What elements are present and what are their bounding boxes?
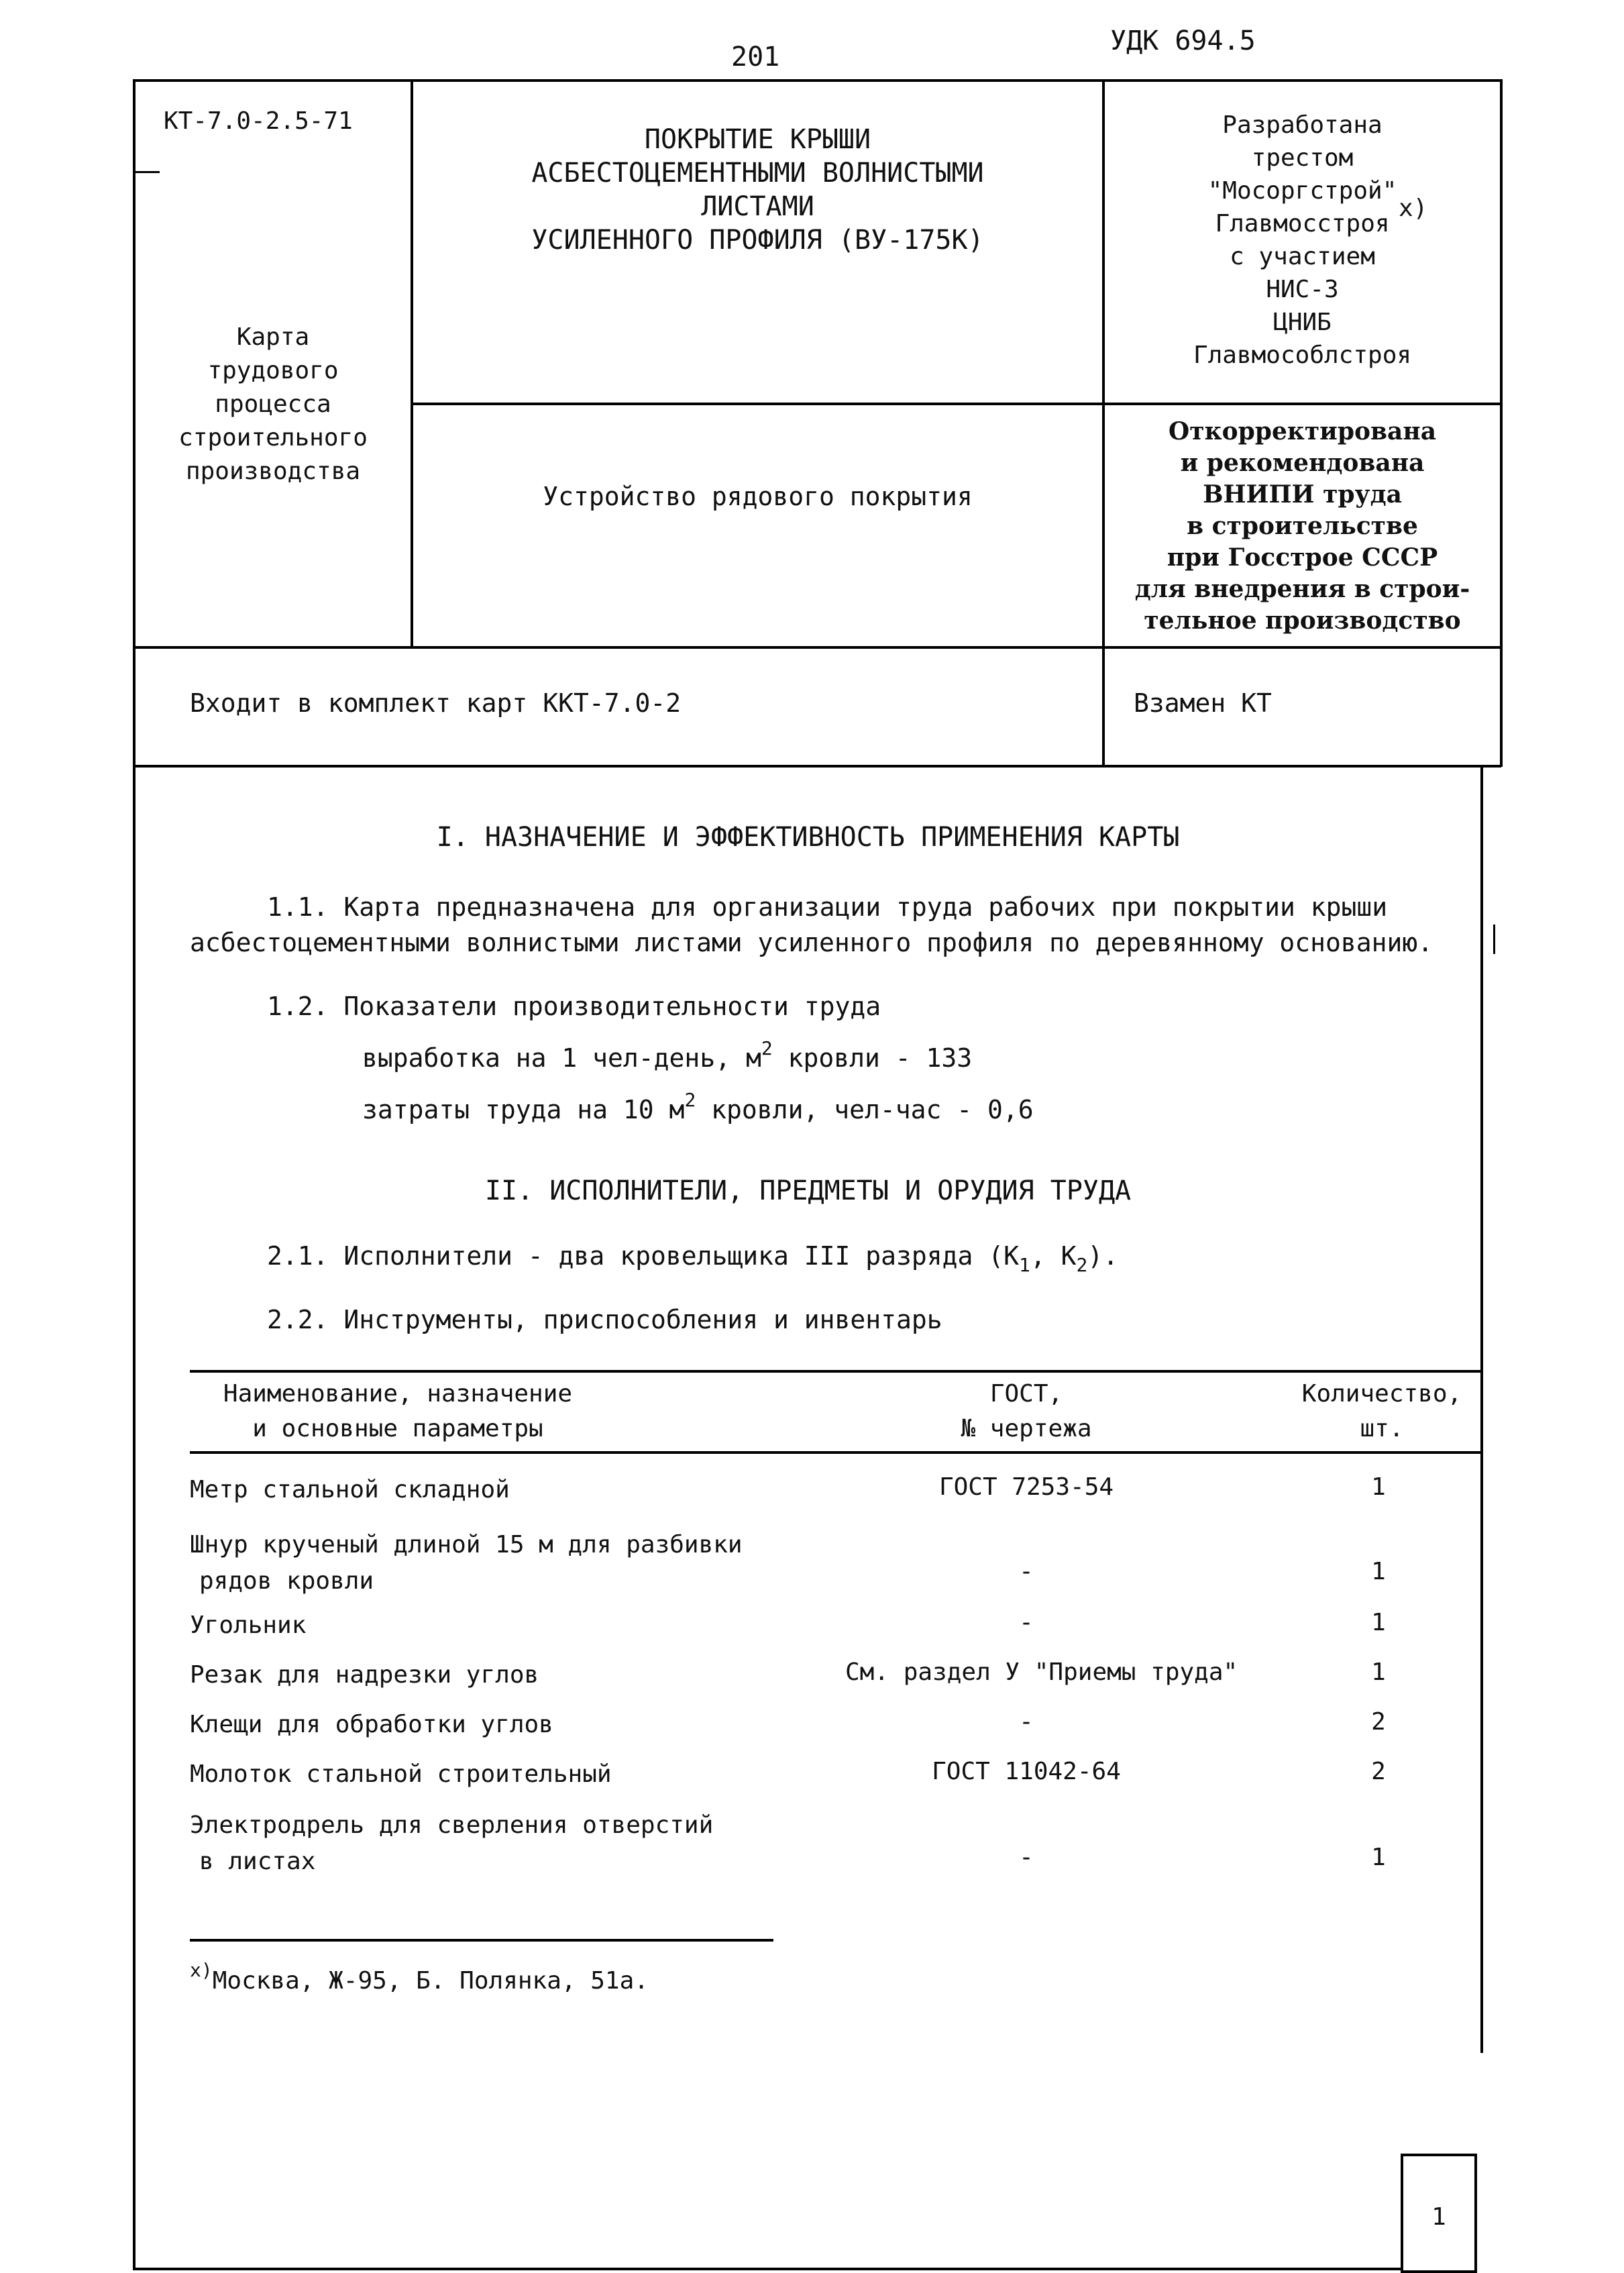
title-line: ПОКРЫТИЕ КРЫШИ (644, 124, 871, 155)
paragraph-1-2: 1.2. Показатели производительности труда (267, 992, 881, 1021)
footnote-text: Москва, Ж-95, Б. Полянка, 51а. (212, 1967, 649, 1995)
labor-cost-text: затраты труда на 10 м (362, 1095, 685, 1124)
developed-by (1105, 109, 1500, 372)
header-line: и основные параметры (252, 1415, 543, 1442)
table-row-gost: - (1019, 1708, 1034, 1736)
output-unit-exponent: 2 (761, 1037, 773, 1059)
header-line: шт. (1360, 1415, 1404, 1442)
performers-close: ). (1087, 1241, 1119, 1271)
name-line: рядов кровли (199, 1567, 374, 1595)
table-row-name: Метр стальной складной (190, 1476, 510, 1503)
grid-hline-lower (133, 646, 1501, 649)
table-row-name: Клещи для обработки углов (190, 1711, 553, 1738)
page-number: 201 (731, 42, 780, 72)
performers-separator: , К (1030, 1241, 1077, 1271)
labor-cost-unit-exponent: 2 (684, 1089, 696, 1111)
corrected-by-line: Откорректирована (1168, 417, 1437, 445)
table-row-qty: 2 (1371, 1758, 1386, 1785)
table-header-qty (1268, 1377, 1496, 1446)
header-line: Наименование, назначение (223, 1380, 573, 1408)
developed-by-line: Главмособлстроя (1193, 341, 1412, 369)
name-line: в листах (199, 1848, 316, 1875)
table-row-qty: 1 (1371, 1473, 1386, 1501)
frame-top-line (133, 79, 1503, 82)
paragraph-2-2: 2.2. Инструменты, приспособления и инвентарь (267, 1305, 942, 1334)
table-row-name (190, 1527, 743, 1599)
table-header-gost (852, 1377, 1201, 1446)
card-type-line: строительного (178, 424, 368, 452)
performer-index-1: 1 (1019, 1254, 1030, 1276)
table-row-gost: ГОСТ 7253-54 (938, 1473, 1114, 1501)
frame-right-upper-line (1500, 79, 1503, 767)
sheet-number: 1 (1431, 2203, 1446, 2231)
card-type-line: трудового (207, 357, 339, 384)
paragraph-1-1-line-1: 1.1. Карта предназначена для организации труда рабочих при покрытии крыши (267, 892, 1388, 922)
footnote (190, 1959, 649, 1995)
corrected-by-line: ВНИПИ труда (1203, 480, 1402, 509)
developed-by-line: Разработана (1222, 111, 1383, 139)
replaces: Взамен КТ (1134, 688, 1272, 718)
title-line: ЛИСТАМИ (701, 191, 814, 222)
table-row-name: Резак для надрезки углов (190, 1661, 539, 1689)
frame-bottom-line (133, 2268, 1401, 2270)
corrected-by (1105, 416, 1500, 637)
document-title (413, 123, 1102, 257)
table-row-name: Молоток стальной строительный (190, 1760, 612, 1788)
performer-index-2: 2 (1076, 1254, 1088, 1276)
corrected-by-line: для внедрения в строи- (1134, 575, 1470, 603)
card-type-line: процесса (215, 390, 331, 418)
table-row-name: Угольник (190, 1611, 307, 1639)
paragraph-1-1-line-2: асбестоцементными волнистыми листами усиленного профиля по деревянному основанию. (190, 928, 1433, 957)
developed-by-line: с участием (1230, 243, 1375, 270)
table-header-line (190, 1451, 1482, 1454)
card-type (136, 321, 411, 488)
developed-by-line: трестом (1251, 144, 1354, 172)
table-top-line (190, 1370, 1482, 1373)
table-row-qty: 2 (1371, 1708, 1386, 1736)
grid-hline-mid (411, 403, 1501, 405)
section-1-heading: I. НАЗНАЧЕНИЕ И ЭФФЕКТИВНОСТЬ ПРИМЕНЕНИЯ КАРТЫ (436, 822, 1180, 853)
sheet-number-box (1401, 2154, 1477, 2273)
corrected-by-line: тельное производство (1144, 606, 1461, 635)
footnote-separator (190, 1939, 773, 1942)
header-line: ГОСТ, (989, 1380, 1063, 1408)
corrected-by-line: и рекомендована (1180, 449, 1425, 477)
developed-by-line: ЦНИБ (1273, 309, 1332, 336)
table-row-qty: 1 (1371, 1558, 1386, 1585)
developed-by-line: НИС-3 (1266, 276, 1339, 303)
header-line: Количество, (1301, 1380, 1462, 1408)
udk-code: УДК 694.5 (1110, 25, 1256, 56)
footnote-mark: x) (190, 1959, 213, 1981)
name-line: Электродрель для сверления отверстий (190, 1811, 714, 1839)
card-code: КТ-7.0-2.5-71 (164, 107, 353, 135)
included-in-set: Входит в комплект карт ККТ-7.0-2 (190, 688, 682, 718)
section-2-heading: II. ИСПОЛНИТЕЛИ, ПРЕДМЕТЫ И ОРУДИЯ ТРУДА (484, 1175, 1132, 1206)
table-row-name (190, 1807, 713, 1880)
table-row-qty: 1 (1371, 1658, 1386, 1686)
labor-cost-value: кровли, чел-час - 0,6 (696, 1095, 1034, 1124)
header-line: № чертежа (961, 1415, 1092, 1442)
table-row-gost: - (1019, 1609, 1034, 1636)
developed-by-line: Главмосстроя (1215, 210, 1390, 237)
output-indicator (362, 1037, 973, 1073)
table-row-qty: 1 (1371, 1844, 1386, 1871)
paragraph-2-1 (267, 1241, 1119, 1276)
grid-tick-mark (133, 171, 160, 173)
operation-name: Устройство рядового покрытия (543, 482, 973, 511)
table-header-name (190, 1377, 606, 1446)
developed-by-footnote-mark: x) (1399, 195, 1428, 222)
developed-by-line: "Мосоргстрой" (1207, 177, 1397, 205)
table-row-gost: - (1019, 1558, 1034, 1585)
card-type-line: Карта (236, 323, 310, 351)
table-row-gost: - (1019, 1844, 1034, 1871)
table-row-qty: 1 (1371, 1609, 1386, 1636)
corrected-by-line: при Госстрое СССР (1167, 543, 1438, 572)
grid-hline-bottom (133, 765, 1501, 768)
output-value: кровли - 133 (772, 1043, 973, 1073)
name-line: Шнур крученый длиной 15 м для разбивки (190, 1531, 743, 1558)
title-line: УСИЛЕННОГО ПРОФИЛЯ (ВУ-175К) (531, 225, 984, 256)
margin-mark (1493, 924, 1495, 954)
card-type-line: производства (185, 458, 361, 485)
title-line: АСБЕСТОЦЕМЕНТНЫМИ ВОЛНИСТЫМИ (531, 158, 984, 189)
labor-cost-indicator (362, 1089, 1034, 1124)
performers-text: 2.1. Исполнители - два кровельщика III разряда (К (267, 1241, 1020, 1271)
corrected-by-line: в строительстве (1187, 512, 1418, 540)
table-row-gost: См. раздел У "Приемы труда" (845, 1658, 1238, 1686)
output-text: выработка на 1 чел-день, м (362, 1043, 761, 1073)
table-row-gost: ГОСТ 11042-64 (932, 1758, 1121, 1785)
